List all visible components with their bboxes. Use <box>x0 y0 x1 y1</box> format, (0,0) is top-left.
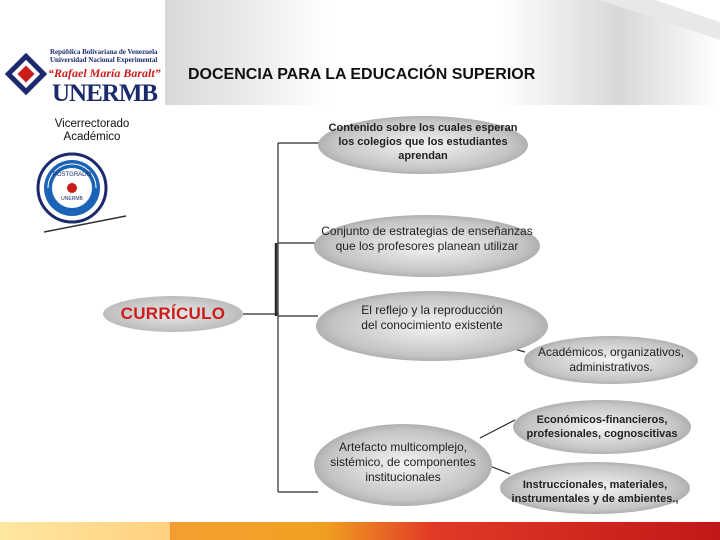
node-reflejo-label: El reflejo y la reproducción del conocimiento existente <box>361 303 503 332</box>
node-estrategias-label: Conjunto de estrategias de enseñanzas que los profesores planean utilizar <box>321 224 533 253</box>
node-economicos-label: Económicos-financieros, profesionales, cognoscitivas <box>526 414 678 440</box>
page-title: DOCENCIA PARA LA EDUCACIÓN SUPERIOR <box>188 66 536 83</box>
node-artefacto-label: Artefacto multicomplejo, sistémico, de componentes institucionales <box>330 440 476 484</box>
logo-acronym: UNERMB <box>52 80 158 107</box>
seal-subtext: UNERMB <box>61 196 83 202</box>
footer-bar-left <box>0 522 170 540</box>
logo-institution-text: República Bolivariana de Venezuela Universidad Nacional Experimental <box>50 48 158 64</box>
logo-university-name: “Rafael María Baralt” <box>48 66 161 80</box>
node-academicos-label: Académicos, organizativos, administrativos. <box>537 345 685 374</box>
node-instruccionales-label: Instruccionales, materiales, instrumentales y de ambientes., <box>511 479 679 505</box>
vicerrectorado-label: Vicerrectorado Académico <box>54 118 130 143</box>
node-contenido-label: Contenido sobre los cuales esperan los colegios que los estudiantes aprendan <box>328 122 518 162</box>
root-node-curriculo: CURRÍCULO <box>103 296 243 332</box>
seal-text: POSTGRADO <box>52 172 92 178</box>
